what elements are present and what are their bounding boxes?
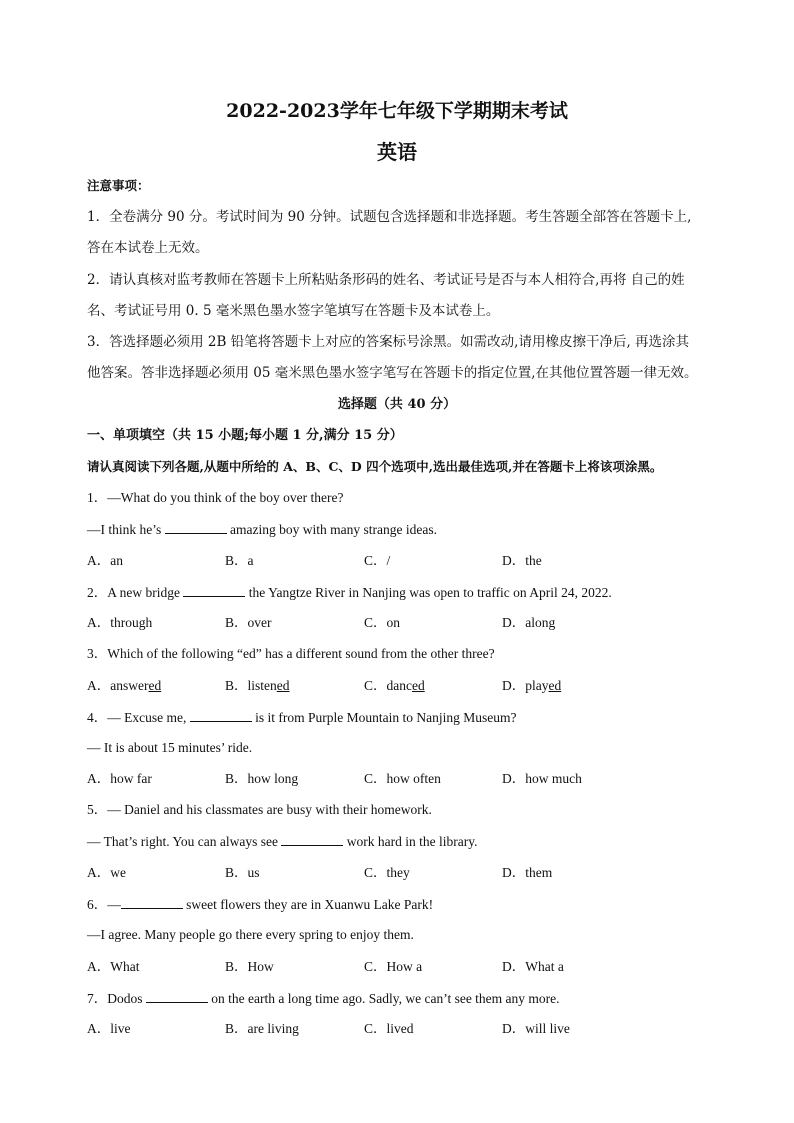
q5-option-a: A．we [87, 865, 126, 880]
q7-option-b: B．are living [225, 1021, 299, 1036]
q6-line-2: —I agree. Many people go there every spring to enjoy them. [87, 927, 414, 942]
q3-option-b-text: B．listen [225, 678, 277, 693]
q3-stem: 3．Which of the following “ed” has a different sound from the other three? [87, 646, 495, 661]
q4-stem [87, 708, 516, 727]
q5-stem: 5．— Daniel and his classmates are busy with their homework. [87, 802, 432, 817]
answer-blank [121, 895, 183, 909]
q1-option-a: A．an [87, 553, 123, 568]
q3-option-d-text: D．play [502, 678, 549, 693]
q6-option-d: D．What a [502, 959, 564, 974]
q3-option-c-text: C．danc [364, 678, 412, 693]
answer-blank [146, 989, 208, 1003]
q7-text-b: on the earth a long time ago. Sadly, we can’t see them any more. [207, 991, 560, 1006]
q4-option-c: C．how often [364, 771, 441, 786]
q6-text-b: sweet flowers they are in Xuanwu Lake Park! [182, 897, 434, 912]
q1-option-d: D．the [502, 553, 542, 568]
q6-option-c: C．How a [364, 959, 423, 974]
q2-text-b: the Yangtze River in Nanjing was open to traffic on April 24, 2022. [245, 585, 612, 600]
part-one-heading: 一、单项填空（共 15 小题;每小题 1 分,满分 15 分） [87, 428, 403, 443]
q3-option-b-suffix: ed [276, 678, 290, 693]
q2-option-b: B．over [225, 615, 272, 630]
q3-option-d-suffix: ed [548, 678, 562, 693]
q1-text-b: amazing boy with many strange ideas. [226, 522, 437, 537]
q2-text-a: 2．A new bridge [87, 585, 184, 600]
notes-heading: 注意事项： [87, 178, 150, 193]
q5-option-b: B．us [225, 865, 260, 880]
q3-option-d [502, 677, 561, 695]
q5-text-a: — That’s right. You can always see [87, 834, 282, 849]
note-2-line-1: 2．请认真核对监考教师在答题卡上所粘贴条形码的姓名、考试证号是否与本人相符合,再将 自己的姓 [87, 272, 685, 288]
q6-text-a: 6．— [87, 897, 121, 912]
q7-option-c: C．lived [364, 1021, 414, 1036]
part-one-instruction: 请认真阅读下列各题,从题中所给的 A、B、C、D 四个选项中,选出最佳选项,并在答题卡上将该项涂黑。 [87, 459, 663, 474]
q3-option-c [364, 677, 425, 695]
q5-text-b: work hard in the library. [343, 834, 478, 849]
q4-option-a: A．how far [87, 771, 152, 786]
section-heading: 选择题（共 40 分） [337, 397, 457, 412]
exam-subject: 英语 [377, 140, 417, 164]
answer-blank [281, 832, 343, 846]
q2-option-d: D．along [502, 615, 556, 630]
q7-stem [87, 989, 560, 1008]
note-3-line-2: 他答案。答非选择题必须用 05 毫米黑色墨水签字笔写在答题卡的指定位置,在其他位置答题一律无效。 [87, 365, 698, 381]
q5-option-c: C．they [364, 865, 410, 880]
q7-option-d: D．will live [502, 1021, 570, 1036]
q4-option-b: B．how long [225, 771, 299, 786]
q1-text-a: —I think he’s [87, 522, 165, 537]
q4-option-d: D．how much [502, 771, 582, 786]
q2-option-c: C．on [364, 615, 401, 630]
answer-blank [165, 520, 227, 534]
q1-line-2 [87, 520, 437, 539]
q6-stem [87, 895, 433, 914]
q5-line-2 [87, 832, 477, 851]
q3-option-c-suffix: ed [412, 678, 425, 693]
q2-option-a: A．through [87, 615, 153, 630]
q4-text-a: 4．— Excuse me, [87, 710, 190, 725]
note-1-line-2: 答在本试卷上无效。 [87, 240, 209, 256]
q1-option-c: C．/ [364, 553, 391, 568]
exam-title: 2022-2023学年七年级下学期期末考试 [226, 100, 568, 122]
answer-blank [190, 708, 252, 722]
answer-blank [183, 583, 245, 597]
q2-stem [87, 583, 612, 602]
q6-option-a: A．What [87, 959, 140, 974]
q6-option-b: B．How [225, 959, 274, 974]
q7-option-a: A．live [87, 1021, 131, 1036]
q4-line-2: — It is about 15 minutes’ ride. [87, 740, 253, 755]
q4-text-b: is it from Purple Mountain to Nanjing Museum? [251, 710, 517, 725]
note-2-line-2: 名、考试证号用 0. 5 毫米黑色墨水签字笔填写在答题卡及本试卷上。 [87, 303, 500, 319]
note-1-line-1: 1．全卷满分 90 分。考试时间为 90 分钟。试题包含选择题和非选择题。考生答题全部答在答题卡上, [87, 209, 692, 225]
q1-option-b: B．a [225, 553, 254, 568]
q1-stem: 1．—What do you think of the boy over there? [87, 490, 344, 505]
q3-option-a-text: A．answer [87, 678, 149, 693]
q3-option-a [87, 677, 161, 695]
q3-option-a-suffix: ed [148, 678, 162, 693]
note-3-line-1: 3．答选择题必须用 2B 铅笔将答题卡上对应的答案标号涂黑。如需改动,请用橡皮擦干净后, 再选涂其 [87, 334, 690, 350]
q7-text-a: 7．Dodos [87, 991, 146, 1006]
q5-option-d: D．them [502, 865, 553, 880]
q3-option-b [225, 677, 290, 695]
